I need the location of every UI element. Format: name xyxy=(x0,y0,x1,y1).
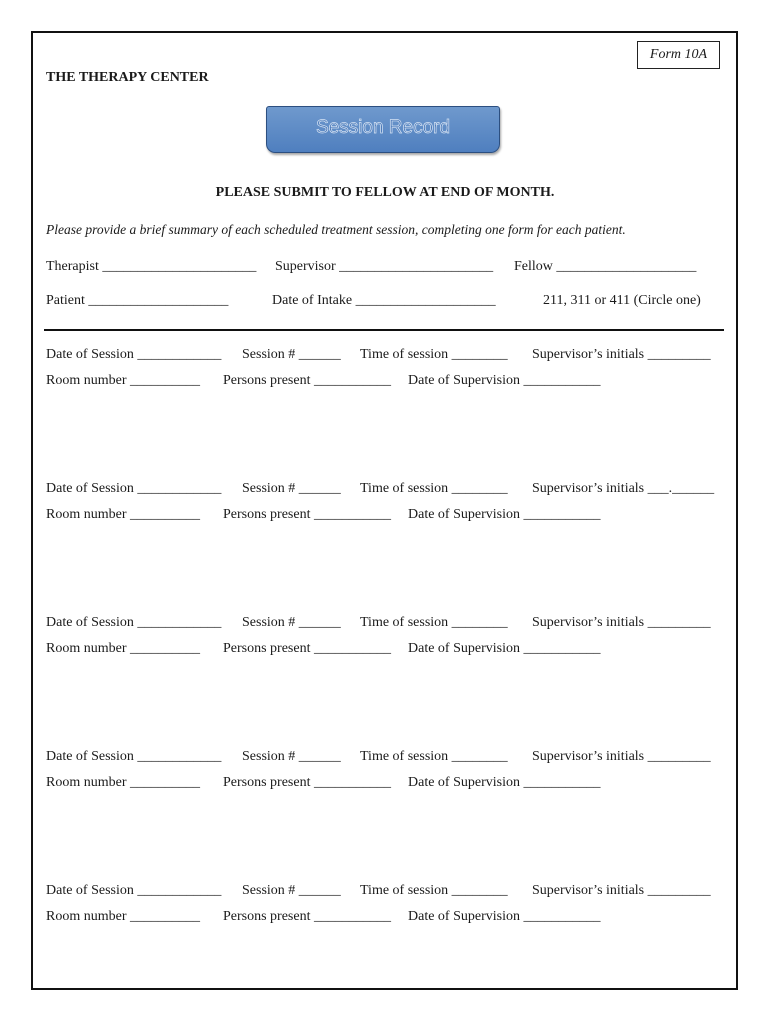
session-number-field[interactable]: Session # ______ xyxy=(242,615,341,630)
room-number-field[interactable]: Room number __________ xyxy=(46,775,200,790)
date-of-supervision-field[interactable]: Date of Supervision ___________ xyxy=(408,641,601,656)
session-number-field[interactable]: Session # ______ xyxy=(242,749,341,764)
time-of-session-field[interactable]: Time of session ________ xyxy=(360,347,508,362)
time-of-session-field[interactable]: Time of session ________ xyxy=(360,749,508,764)
time-of-session-field[interactable]: Time of session ________ xyxy=(360,481,508,496)
room-number-field[interactable]: Room number __________ xyxy=(46,641,200,656)
persons-present-field[interactable]: Persons present ___________ xyxy=(223,507,391,522)
persons-present-field[interactable]: Persons present ___________ xyxy=(223,775,391,790)
date-of-session-field[interactable]: Date of Session ____________ xyxy=(46,749,222,764)
session-entry xyxy=(0,481,770,541)
room-number-field[interactable]: Room number __________ xyxy=(46,373,200,388)
session-entry xyxy=(0,347,770,407)
date-of-session-field[interactable]: Date of Session ____________ xyxy=(46,883,222,898)
date-of-intake-field[interactable]: Date of Intake ____________________ xyxy=(272,293,496,308)
session-entry xyxy=(0,749,770,809)
date-of-session-field[interactable]: Date of Session ____________ xyxy=(46,481,222,496)
form-id-box: Form 10A xyxy=(637,41,720,69)
room-number-field[interactable]: Room number __________ xyxy=(46,909,200,924)
date-of-supervision-field[interactable]: Date of Supervision ___________ xyxy=(408,373,601,388)
therapist-field[interactable]: Therapist ______________________ xyxy=(46,259,257,274)
supervisor-initials-field[interactable]: Supervisor’s initials _________ xyxy=(532,749,711,764)
program-circle-one[interactable]: 211, 311 or 411 (Circle one) xyxy=(543,293,701,308)
date-of-session-field[interactable]: Date of Session ____________ xyxy=(46,615,222,630)
date-of-session-field[interactable]: Date of Session ____________ xyxy=(46,347,222,362)
persons-present-field[interactable]: Persons present ___________ xyxy=(223,909,391,924)
date-of-supervision-field[interactable]: Date of Supervision ___________ xyxy=(408,909,601,924)
submission-instruction: PLEASE SUBMIT TO FELLOW AT END OF MONTH. xyxy=(215,185,555,200)
organization-name: THE THERAPY CENTER xyxy=(46,70,209,85)
session-number-field[interactable]: Session # ______ xyxy=(242,481,341,496)
supervisor-initials-field[interactable]: Supervisor’s initials ___.______ xyxy=(532,481,715,496)
time-of-session-field[interactable]: Time of session ________ xyxy=(360,883,508,898)
session-entry xyxy=(0,883,770,943)
supervisor-initials-field[interactable]: Supervisor’s initials _________ xyxy=(532,347,711,362)
fellow-field[interactable]: Fellow ____________________ xyxy=(514,259,697,274)
time-of-session-field[interactable]: Time of session ________ xyxy=(360,615,508,630)
date-of-supervision-field[interactable]: Date of Supervision ___________ xyxy=(408,507,601,522)
session-number-field[interactable]: Session # ______ xyxy=(242,883,341,898)
persons-present-field[interactable]: Persons present ___________ xyxy=(223,373,391,388)
supervisor-initials-field[interactable]: Supervisor’s initials _________ xyxy=(532,615,711,630)
session-entry xyxy=(0,615,770,675)
session-number-field[interactable]: Session # ______ xyxy=(242,347,341,362)
patient-field[interactable]: Patient ____________________ xyxy=(46,293,229,308)
date-of-supervision-field[interactable]: Date of Supervision ___________ xyxy=(408,775,601,790)
persons-present-field[interactable]: Persons present ___________ xyxy=(223,641,391,656)
header-divider xyxy=(44,329,724,331)
supervisor-initials-field[interactable]: Supervisor’s initials _________ xyxy=(532,883,711,898)
room-number-field[interactable]: Room number __________ xyxy=(46,507,200,522)
supervisor-field[interactable]: Supervisor ______________________ xyxy=(275,259,494,274)
session-record-banner: Session Record xyxy=(266,106,500,153)
summary-note: Please provide a brief summary of each scheduled treatment session, completing one form for each patient. xyxy=(46,222,626,237)
